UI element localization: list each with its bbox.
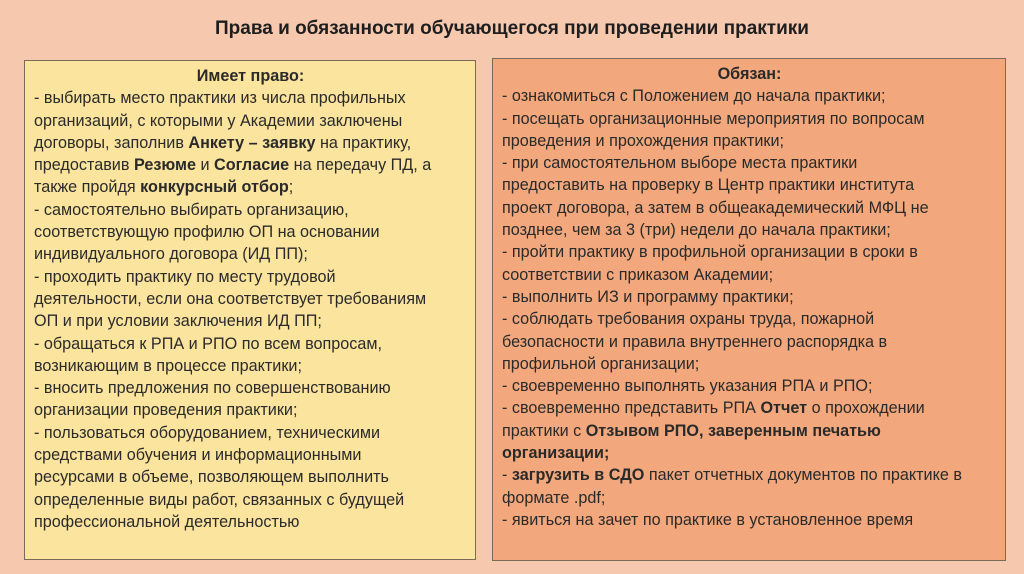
rights-line bbox=[34, 199, 467, 221]
text-segment: практики с bbox=[502, 421, 586, 440]
duties-line bbox=[502, 219, 997, 241]
text-segment: ; bbox=[288, 178, 294, 197]
duties-line bbox=[502, 286, 997, 308]
rights-line bbox=[34, 444, 467, 466]
duties-box bbox=[492, 58, 1006, 561]
text-segment: возникающим в процессе практики; bbox=[34, 356, 302, 375]
duties-line bbox=[502, 241, 997, 263]
duties-line bbox=[502, 130, 997, 152]
text-segment: - вносить предложения по совершенствованию bbox=[34, 379, 391, 398]
rights-line bbox=[34, 466, 467, 488]
text-segment: - ознакомиться с Положением до начала практики; bbox=[502, 87, 886, 106]
text-segment: деятельности, если она соответствует требованиям bbox=[34, 289, 427, 308]
text-segment: позднее, чем за 3 (три) недели до начала практики; bbox=[502, 221, 891, 240]
page-title: Права и обязанности обучающегося при проведении практики bbox=[215, 18, 809, 39]
text-segment: - выполнить ИЗ и программу практики; bbox=[502, 287, 794, 306]
text-segment: на передачу ПД, а bbox=[289, 156, 432, 175]
rights-line bbox=[34, 377, 467, 399]
rights-heading: Имеет право: bbox=[196, 67, 305, 85]
duties-line bbox=[502, 197, 997, 219]
text-segment: - bbox=[502, 466, 512, 485]
rights-line bbox=[34, 310, 467, 332]
rights-line bbox=[34, 266, 467, 288]
duties-line bbox=[502, 308, 997, 330]
bold-text: Отчет bbox=[760, 399, 808, 418]
rights-line bbox=[34, 399, 467, 421]
text-segment: - пройти практику в профильной организации в сроки в bbox=[502, 243, 918, 262]
text-segment: индивидуального договора (ИД ПП); bbox=[34, 245, 308, 264]
rights-line bbox=[34, 110, 467, 132]
duties-line bbox=[502, 487, 997, 509]
bold-text: Резюме bbox=[133, 156, 196, 175]
text-segment: - обращаться к РПА и РПО по всем вопросам, bbox=[34, 334, 383, 353]
duties-line bbox=[502, 331, 997, 353]
text-segment: ОП и при условии заключения ИД ПП; bbox=[34, 312, 322, 331]
text-segment: средствами обучения и информационными bbox=[34, 446, 362, 465]
rights-line bbox=[34, 489, 467, 511]
rights-box bbox=[24, 60, 476, 560]
duties-line bbox=[502, 353, 997, 375]
duties-line bbox=[502, 442, 997, 464]
rights-line bbox=[34, 288, 467, 310]
text-segment: и bbox=[195, 156, 215, 175]
rights-line bbox=[34, 87, 467, 109]
text-segment: - посещать организационные мероприятия по вопросам bbox=[502, 109, 925, 128]
text-segment: - пользоваться оборудованием, техническими bbox=[34, 423, 381, 442]
text-segment: - соблюдать требования охраны труда, пожарной bbox=[502, 310, 875, 329]
rights-line bbox=[34, 176, 467, 198]
rights-line bbox=[34, 422, 467, 444]
text-segment: - выбирать место практики из числа профильных bbox=[34, 89, 406, 108]
duties-line bbox=[502, 397, 997, 419]
text-segment: профильной организации; bbox=[502, 354, 700, 373]
duties-line bbox=[502, 174, 997, 196]
rights-line bbox=[34, 154, 467, 176]
bold-text: загрузить в СДО bbox=[511, 466, 645, 485]
duties-line bbox=[502, 85, 997, 107]
duties-line bbox=[502, 108, 997, 130]
text-segment: предоставив bbox=[34, 156, 134, 175]
bold-text: Отзывом РПО, заверенным печатью bbox=[585, 421, 881, 440]
duties-line bbox=[502, 464, 997, 486]
duties-line bbox=[502, 420, 997, 442]
rights-line bbox=[34, 333, 467, 355]
text-segment: проведения и прохождения практики; bbox=[502, 131, 785, 150]
text-segment: соответствующую профилю ОП на основании bbox=[34, 223, 380, 242]
text-segment: соответствии с приказом Академии; bbox=[502, 265, 774, 284]
duties-line bbox=[502, 375, 997, 397]
bold-text: организации; bbox=[502, 444, 610, 463]
text-segment: пакет отчетных документов по практике в bbox=[644, 466, 962, 485]
duties-line bbox=[502, 264, 997, 286]
rights-list bbox=[34, 87, 467, 533]
text-segment: предоставить на проверку в Центр практики института bbox=[502, 176, 915, 195]
duties-list bbox=[502, 85, 997, 531]
rights-line bbox=[34, 132, 467, 154]
text-segment: - проходить практику по месту трудовой bbox=[34, 267, 336, 286]
text-segment: формате .pdf; bbox=[502, 488, 606, 507]
text-segment: определенные виды работ, связанных с будущей bbox=[34, 490, 405, 509]
text-segment: - своевременно выполнять указания РПА и РПО; bbox=[502, 377, 873, 396]
text-segment: на практику, bbox=[315, 133, 412, 152]
text-segment: - явиться на зачет по практике в установленное время bbox=[502, 510, 914, 529]
rights-line bbox=[34, 243, 467, 265]
text-segment: организации проведения практики; bbox=[34, 401, 298, 420]
text-segment: также пройдя bbox=[34, 178, 141, 197]
text-segment: - самостоятельно выбирать организацию, bbox=[34, 200, 349, 219]
rights-line bbox=[34, 355, 467, 377]
bold-text: конкурсный отбор bbox=[140, 178, 289, 197]
text-segment: безопасности и правила внутреннего распорядка в bbox=[502, 332, 888, 351]
text-segment: ресурсами в объеме, позволяющем выполнить bbox=[34, 468, 389, 487]
text-segment: о прохождении bbox=[807, 399, 925, 418]
duties-line bbox=[502, 152, 997, 174]
rights-line bbox=[34, 221, 467, 243]
rights-line bbox=[34, 511, 467, 533]
bold-text: Согласие bbox=[214, 156, 290, 175]
text-segment: договоры, заполнив bbox=[34, 133, 189, 152]
duties-heading: Обязан: bbox=[717, 65, 782, 83]
text-segment: проект договора, а затем в общеакадемический МФЦ не bbox=[502, 198, 929, 217]
text-segment: - своевременно представить РПА bbox=[502, 399, 761, 418]
text-segment: профессиональной деятельностью bbox=[34, 512, 300, 531]
duties-line bbox=[502, 509, 997, 531]
text-segment: организаций, с которыми у Академии заключены bbox=[34, 111, 403, 130]
bold-text: Анкету – заявку bbox=[188, 133, 316, 152]
text-segment: - при самостоятельном выборе места практики bbox=[502, 154, 858, 173]
